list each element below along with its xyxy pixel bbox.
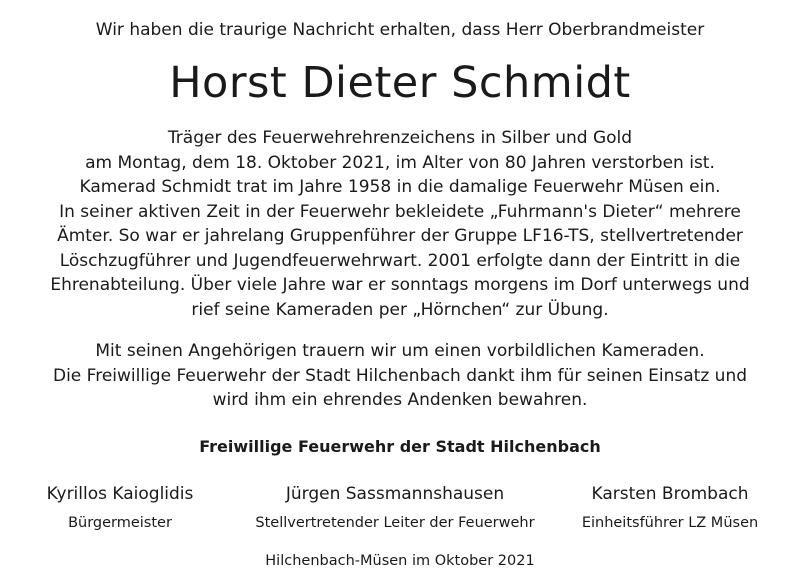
condolence-paragraph — [0, 339, 800, 413]
signatory-name: Jürgen Sassmannshausen — [285, 484, 505, 504]
paragraph-line: Mit seinen Angehörigen trauern wir um einen vorbildlichen Kameraden. — [95, 341, 705, 361]
signatory-role: Bürgermeister — [68, 515, 172, 531]
signatory-name: Kyrillos Kaioglidis — [46, 484, 194, 504]
paragraph-line: Löschzugführer und Jugendfeuerwehrwart. 2001 erfolgte dann der Eintritt in die — [59, 250, 741, 271]
paragraph-line: Träger des Feuerwehrehrenzeichens in Silber und Gold — [167, 128, 633, 148]
signatory-name: Karsten Brombach — [591, 484, 749, 504]
signatory-role: Einheitsführer LZ Müsen — [581, 515, 759, 531]
paragraph-line: am Montag, dem 18. Oktober 2021, im Alter von 80 Jahren verstorben ist. — [85, 152, 715, 173]
paragraph-line: Kamerad Schmidt trat im Jahre 1958 in die damalige Feuerwehr Müsen ein. — [79, 177, 721, 197]
place-date-footer: Hilchenbach-Müsen im Oktober 2021 — [265, 553, 535, 569]
signatory-deputy-chief — [220, 483, 570, 533]
paragraph-line: rief seine Kameraden per „Hörnchen“ zur Übung. — [191, 299, 609, 320]
paragraph-line: Ehrenabteilung. Über viele Jahre war er sonntags morgens im Dorf unterwegs und — [50, 275, 750, 295]
signatory-mayor — [20, 483, 220, 533]
paragraph-line: Ämter. So war er jahrelang Gruppenführer der Gruppe LF16-TS, stellvertretender — [57, 226, 743, 246]
paragraph-line: Die Freiwillige Feuerwehr der Stadt Hilchenbach dankt ihm für seinen Einsatz und — [52, 365, 748, 386]
signatory-role: Stellvertretender Leiter der Feuerwehr — [255, 515, 535, 531]
biography-paragraph — [0, 126, 800, 322]
intro-text: Wir haben die traurige Nachricht erhalten, dass Herr Oberbrandmeister — [95, 20, 705, 40]
deceased-name: Horst Dieter Schmidt — [169, 58, 631, 108]
paragraph-line: In seiner aktiven Zeit in der Feuerwehr bekleidete „Fuhrmann's Dieter“ mehrere — [59, 201, 741, 222]
organization-name: Freiwillige Feuerwehr der Stadt Hilchenbach — [199, 437, 601, 456]
signatory-unit-leader — [560, 483, 780, 533]
paragraph-line: wird ihm ein ehrendes Andenken bewahren. — [212, 390, 588, 410]
